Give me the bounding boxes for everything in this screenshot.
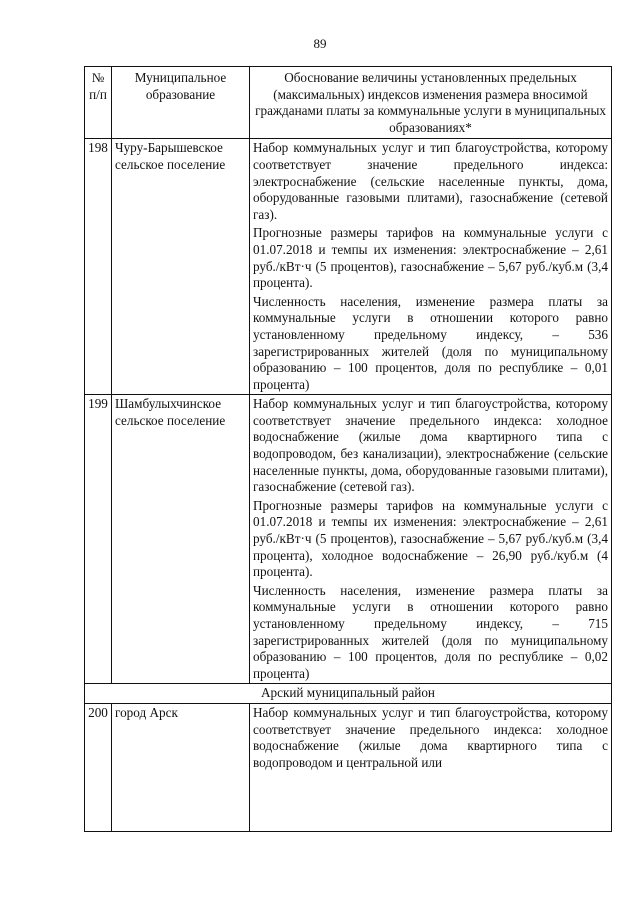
table-row bbox=[85, 703, 612, 831]
service-set-paragraph: Набор коммунальных услуг и тип благоустройства, которому соответствует значение предельного индекса: электроснабжение (сельские населенные пункты, дома, оборудованные газовыми плитами), газоснабжение (сетевой газ). bbox=[253, 140, 608, 222]
table-row bbox=[85, 395, 612, 684]
population-paragraph: Численность населения, изменение размера платы за коммунальные услуги в отношении которого равно установленному предельному индексу, – 536 зарегистрированных жителей (доля по муниципальному образованию – 100 процентов, доля по республике – 0,01 процента) bbox=[253, 293, 608, 392]
table-header-row bbox=[85, 67, 612, 139]
row-number: 199 bbox=[85, 395, 112, 684]
page-number: 89 bbox=[313, 36, 327, 51]
header-justification: Обоснование величины установленных предельных (максимальных) индексов изменения размера вносимой гражданами платы за коммунальные услуги в муниципальных образованиях* bbox=[250, 67, 612, 139]
tariff-forecast-paragraph: Прогнозные размеры тарифов на коммунальные услуги с 01.07.2018 и темпы их изменения: электроснабжение – 2,61 руб./кВт·ч (5 процентов), газоснабжение – 5,67 руб./куб.м (3,4 процента), холодное водоснабжение – 26,90 руб./куб.м (4 процента). bbox=[253, 497, 608, 580]
row-number: 200 bbox=[85, 703, 112, 831]
justification-text bbox=[250, 395, 612, 684]
table-row bbox=[85, 139, 612, 395]
district-heading: Арский муниципальный район bbox=[85, 684, 612, 704]
service-set-paragraph: Набор коммунальных услуг и тип благоустройства, которому соответствует значение предельного индекса: холодное водоснабжение (жилые дома квартирного типа с водопроводом и центральной или bbox=[253, 704, 608, 770]
municipality-name: Чуру-Барышевское сельское поселение bbox=[112, 139, 250, 395]
justification-text bbox=[250, 139, 612, 395]
municipality-name: город Арск bbox=[112, 703, 250, 831]
service-set-paragraph: Набор коммунальных услуг и тип благоустройства, которому соответствует значение предельного индекса: холодное водоснабжение (жилые дома квартирного типа с водопроводом, без канализации), электроснабжение (сельские населенные пункты, дома, оборудованные газовыми плитами), газоснабжение (сетевой газ). bbox=[253, 396, 608, 495]
district-row bbox=[85, 684, 612, 704]
row-number: 198 bbox=[85, 139, 112, 395]
header-num: № п/п bbox=[85, 67, 112, 139]
tariff-forecast-paragraph: Прогнозные размеры тарифов на коммунальные услуги с 01.07.2018 и темпы их изменения: электроснабжение – 2,61 руб./кВт·ч (5 процентов), газоснабжение – 5,67 руб./куб.м (3,4 процента). bbox=[253, 225, 608, 291]
justification-text bbox=[250, 703, 612, 831]
municipality-name: Шамбулыхчинское сельское поселение bbox=[112, 395, 250, 684]
tariff-index-table bbox=[84, 66, 612, 832]
population-paragraph: Численность населения, изменение размера платы за коммунальные услуги в отношении которого равно установленному предельному индексу, – 715 зарегистрированных жителей (доля по муниципальному образованию – 100 процентов, доля по республике – 0,02 процента) bbox=[253, 582, 608, 681]
header-municipality: Муниципальное образование bbox=[112, 67, 250, 139]
